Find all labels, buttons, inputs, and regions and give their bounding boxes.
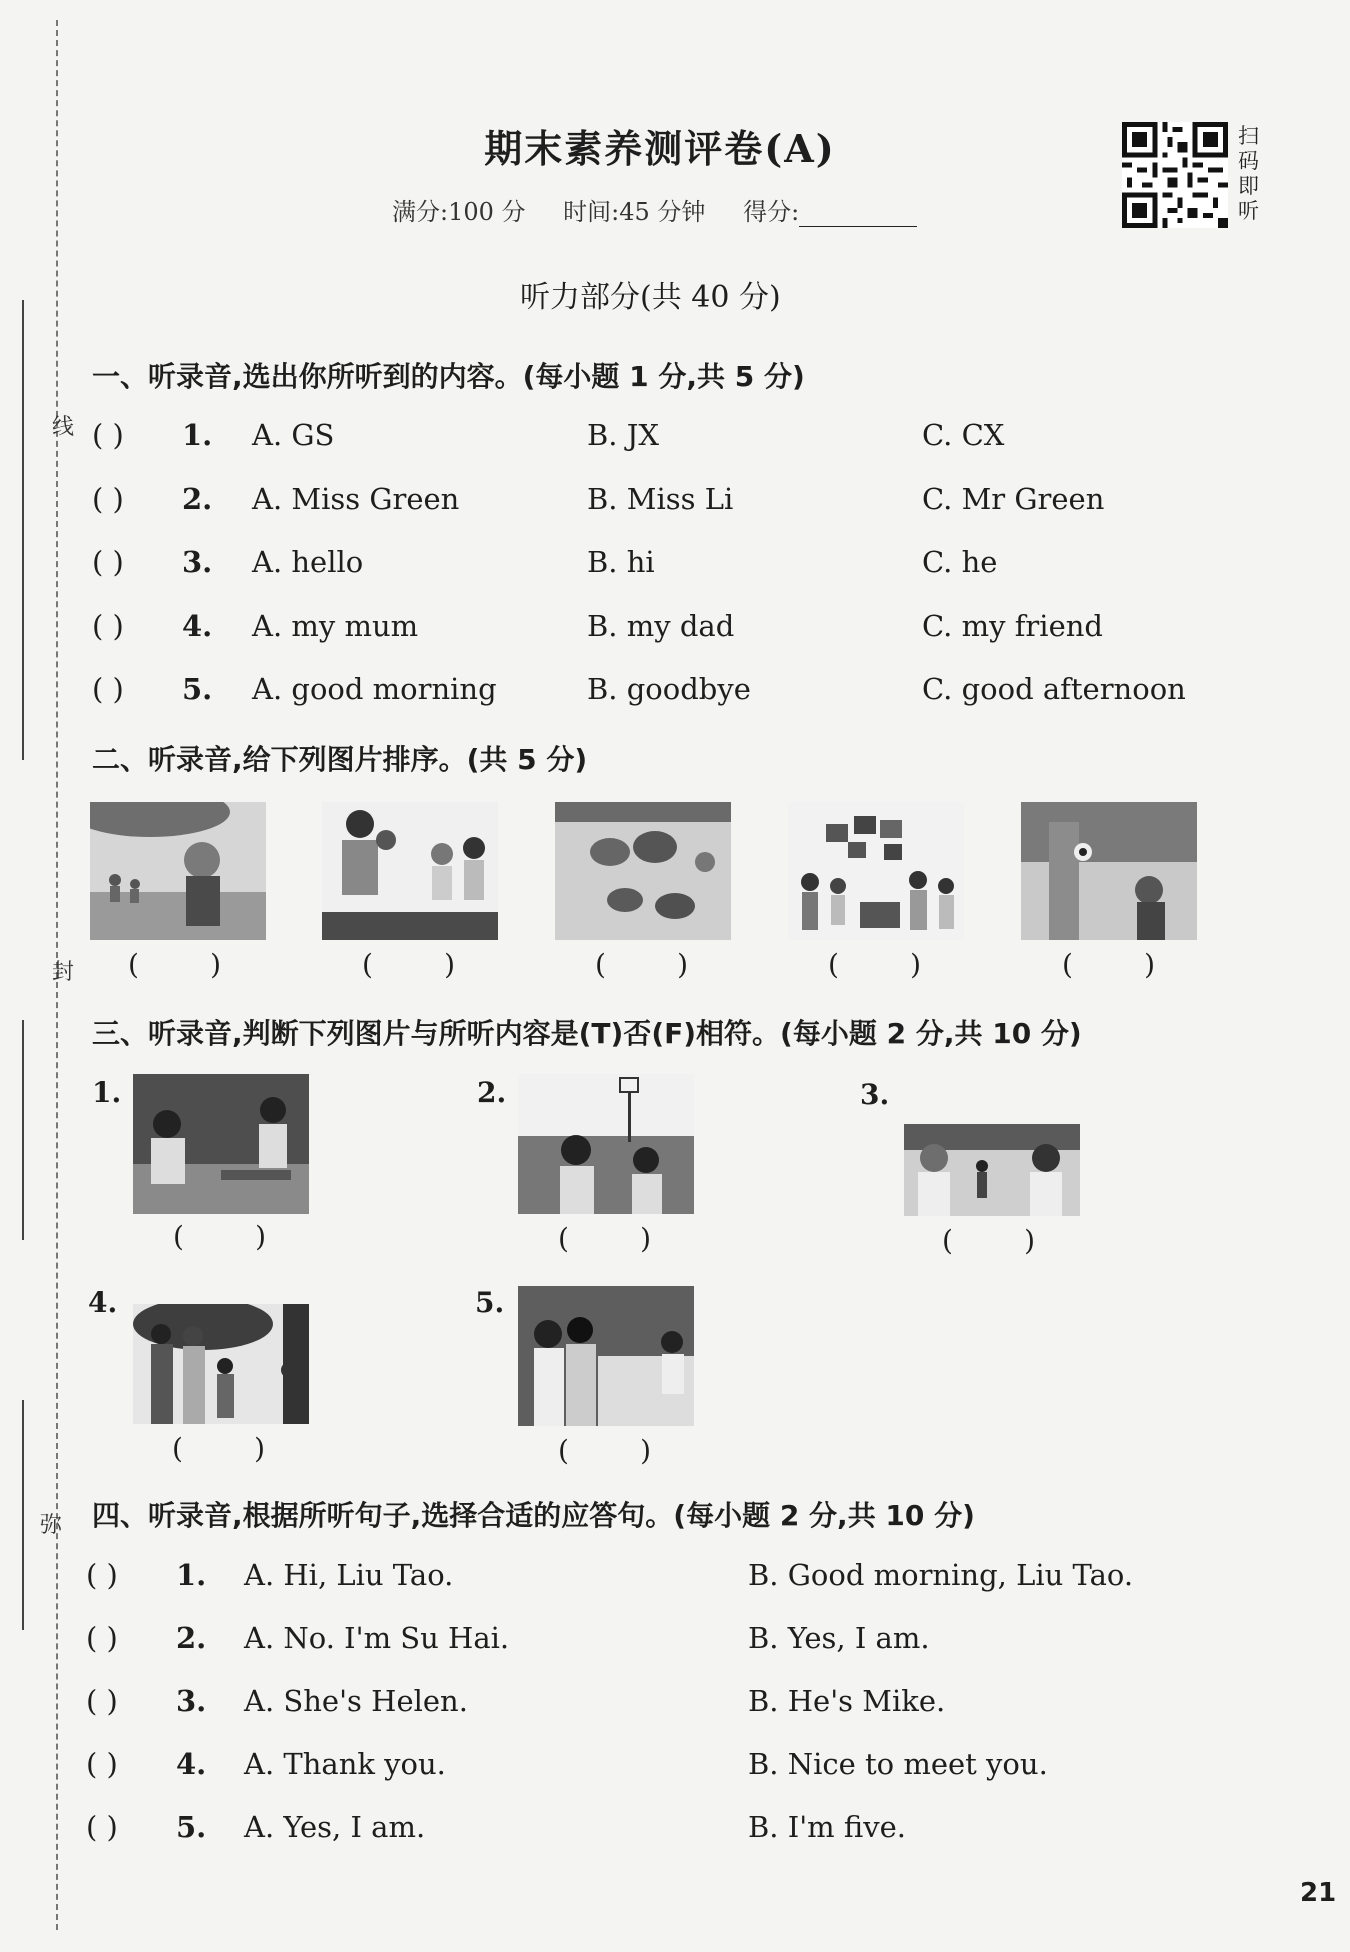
qr-label-char: 听 bbox=[1238, 199, 1259, 223]
section4-heading: 四、听录音,根据所听句子,选择合适的应答句。(每小题 2 分,共 10 分) bbox=[92, 1499, 975, 1532]
question-number: 1. bbox=[182, 418, 213, 452]
item-number: 3. bbox=[860, 1078, 890, 1111]
s1-question-row bbox=[92, 672, 1252, 722]
qr-label bbox=[1238, 124, 1262, 224]
tf-blank[interactable]: ( ) bbox=[172, 1432, 266, 1465]
page-number: 21 bbox=[1300, 1878, 1337, 1908]
s4-question-row bbox=[86, 1684, 1246, 1734]
picture-mouse-and-cat bbox=[90, 802, 266, 940]
option-c: C. he bbox=[922, 545, 998, 579]
option-b: B. hi bbox=[587, 545, 655, 579]
option-c: C. my friend bbox=[922, 609, 1103, 643]
margin-rule-middle bbox=[22, 1020, 24, 1240]
item-number: 5. bbox=[475, 1286, 505, 1319]
option-a: A. Thank you. bbox=[244, 1747, 446, 1781]
question-number: 3. bbox=[176, 1684, 207, 1718]
s1-question-row bbox=[92, 418, 1252, 468]
s4-question-row bbox=[86, 1747, 1246, 1797]
option-b: B. my dad bbox=[587, 609, 735, 643]
option-b: B. Miss Li bbox=[587, 482, 734, 516]
option-b: B. He's Mike. bbox=[748, 1684, 946, 1718]
answer-blank[interactable]: ( ) bbox=[86, 1810, 118, 1844]
item-number: 2. bbox=[477, 1076, 507, 1109]
margin-char-line: 线 bbox=[52, 415, 75, 440]
tf-blank[interactable]: ( ) bbox=[558, 1222, 652, 1255]
s1-question-row bbox=[92, 609, 1252, 659]
question-number: 5. bbox=[182, 672, 213, 706]
picture-teacher-and-students bbox=[322, 802, 498, 940]
s4-question-row bbox=[86, 1558, 1246, 1608]
option-b: B. JX bbox=[587, 418, 660, 452]
answer-blank[interactable]: ( ) bbox=[86, 1621, 118, 1655]
option-b: B. Good morning, Liu Tao. bbox=[748, 1558, 1134, 1592]
option-a: A. She's Helen. bbox=[244, 1684, 468, 1718]
qr-code-icon[interactable] bbox=[1122, 122, 1228, 228]
qr-label-char: 码 bbox=[1238, 149, 1259, 173]
option-b: B. Nice to meet you. bbox=[748, 1747, 1048, 1781]
section1-heading: 一、听录音,选出你所听到的内容。(每小题 1 分,共 5 分) bbox=[92, 360, 805, 393]
tf-blank[interactable]: ( ) bbox=[558, 1434, 652, 1467]
picture-mice-dancing bbox=[555, 802, 731, 940]
picture-hallway-greeting bbox=[904, 1124, 1080, 1216]
order-blank[interactable]: ( ) bbox=[595, 948, 689, 981]
option-b: B. goodbye bbox=[587, 672, 751, 706]
time-limit: 时间:45 分钟 bbox=[563, 198, 706, 226]
question-number: 1. bbox=[176, 1558, 207, 1592]
part-title: 听力部分(共 40 分) bbox=[520, 280, 781, 315]
qr-label-char: 扫 bbox=[1238, 124, 1259, 148]
answer-blank[interactable]: ( ) bbox=[92, 545, 124, 579]
s1-question-row bbox=[92, 482, 1252, 532]
answer-blank[interactable]: ( ) bbox=[92, 609, 124, 643]
page-title: 期末素养测评卷(A) bbox=[484, 126, 836, 171]
picture-classroom-desk bbox=[518, 1286, 694, 1426]
option-c: C. Mr Green bbox=[922, 482, 1105, 516]
option-c: C. good afternoon bbox=[922, 672, 1186, 706]
section2-heading: 二、听录音,给下列图片排序。(共 5 分) bbox=[92, 743, 588, 776]
question-number: 4. bbox=[182, 609, 213, 643]
option-c: C. CX bbox=[922, 418, 1005, 452]
margin-char-bind: 弥 bbox=[40, 1513, 63, 1538]
option-a: A. my mum bbox=[252, 609, 419, 643]
order-blank[interactable]: ( ) bbox=[828, 948, 922, 981]
margin-rule-top bbox=[22, 300, 24, 760]
answer-blank[interactable]: ( ) bbox=[92, 482, 124, 516]
option-a: A. Yes, I am. bbox=[244, 1810, 426, 1844]
score-blank[interactable] bbox=[799, 204, 917, 227]
section3-heading: 三、听录音,判断下列图片与所听内容是(T)否(F)相符。(每小题 2 分,共 10 分) bbox=[92, 1017, 1082, 1050]
exam-meta bbox=[392, 192, 947, 227]
s4-question-row bbox=[86, 1621, 1246, 1671]
option-a: A. good morning bbox=[252, 672, 497, 706]
picture-classroom-greeting bbox=[133, 1074, 309, 1214]
question-number: 4. bbox=[176, 1747, 207, 1781]
question-number: 5. bbox=[176, 1810, 207, 1844]
tf-blank[interactable]: ( ) bbox=[942, 1224, 1036, 1257]
picture-playground-greeting bbox=[518, 1074, 694, 1214]
option-a: A. Hi, Liu Tao. bbox=[244, 1558, 454, 1592]
question-number: 2. bbox=[176, 1621, 207, 1655]
option-a: A. GS bbox=[252, 418, 335, 452]
picture-family-outdoors bbox=[133, 1304, 309, 1424]
picture-tree-and-cat bbox=[1021, 802, 1197, 940]
tf-blank[interactable]: ( ) bbox=[173, 1220, 267, 1253]
option-a: A. hello bbox=[252, 545, 364, 579]
option-a: A. Miss Green bbox=[252, 482, 460, 516]
option-b: B. I'm five. bbox=[748, 1810, 906, 1844]
answer-blank[interactable]: ( ) bbox=[92, 672, 124, 706]
option-a: A. No. I'm Su Hai. bbox=[244, 1621, 510, 1655]
answer-blank[interactable]: ( ) bbox=[86, 1684, 118, 1718]
picture-family-photos bbox=[788, 802, 964, 940]
margin-char-seal: 封 bbox=[52, 960, 75, 985]
question-number: 2. bbox=[182, 482, 213, 516]
s1-question-row bbox=[92, 545, 1252, 595]
answer-blank[interactable]: ( ) bbox=[86, 1747, 118, 1781]
answer-blank[interactable]: ( ) bbox=[86, 1558, 118, 1592]
order-blank[interactable]: ( ) bbox=[362, 948, 456, 981]
s4-question-row bbox=[86, 1810, 1246, 1860]
item-number: 4. bbox=[88, 1286, 118, 1319]
qr-label-char: 即 bbox=[1238, 174, 1259, 198]
order-blank[interactable]: ( ) bbox=[1062, 948, 1156, 981]
order-blank[interactable]: ( ) bbox=[128, 948, 222, 981]
score-label: 得分: bbox=[743, 198, 800, 226]
answer-blank[interactable]: ( ) bbox=[92, 418, 124, 452]
full-score: 满分:100 分 bbox=[392, 198, 526, 226]
item-number: 1. bbox=[92, 1076, 122, 1109]
question-number: 3. bbox=[182, 545, 213, 579]
option-b: B. Yes, I am. bbox=[748, 1621, 930, 1655]
margin-rule-bottom bbox=[22, 1400, 24, 1630]
